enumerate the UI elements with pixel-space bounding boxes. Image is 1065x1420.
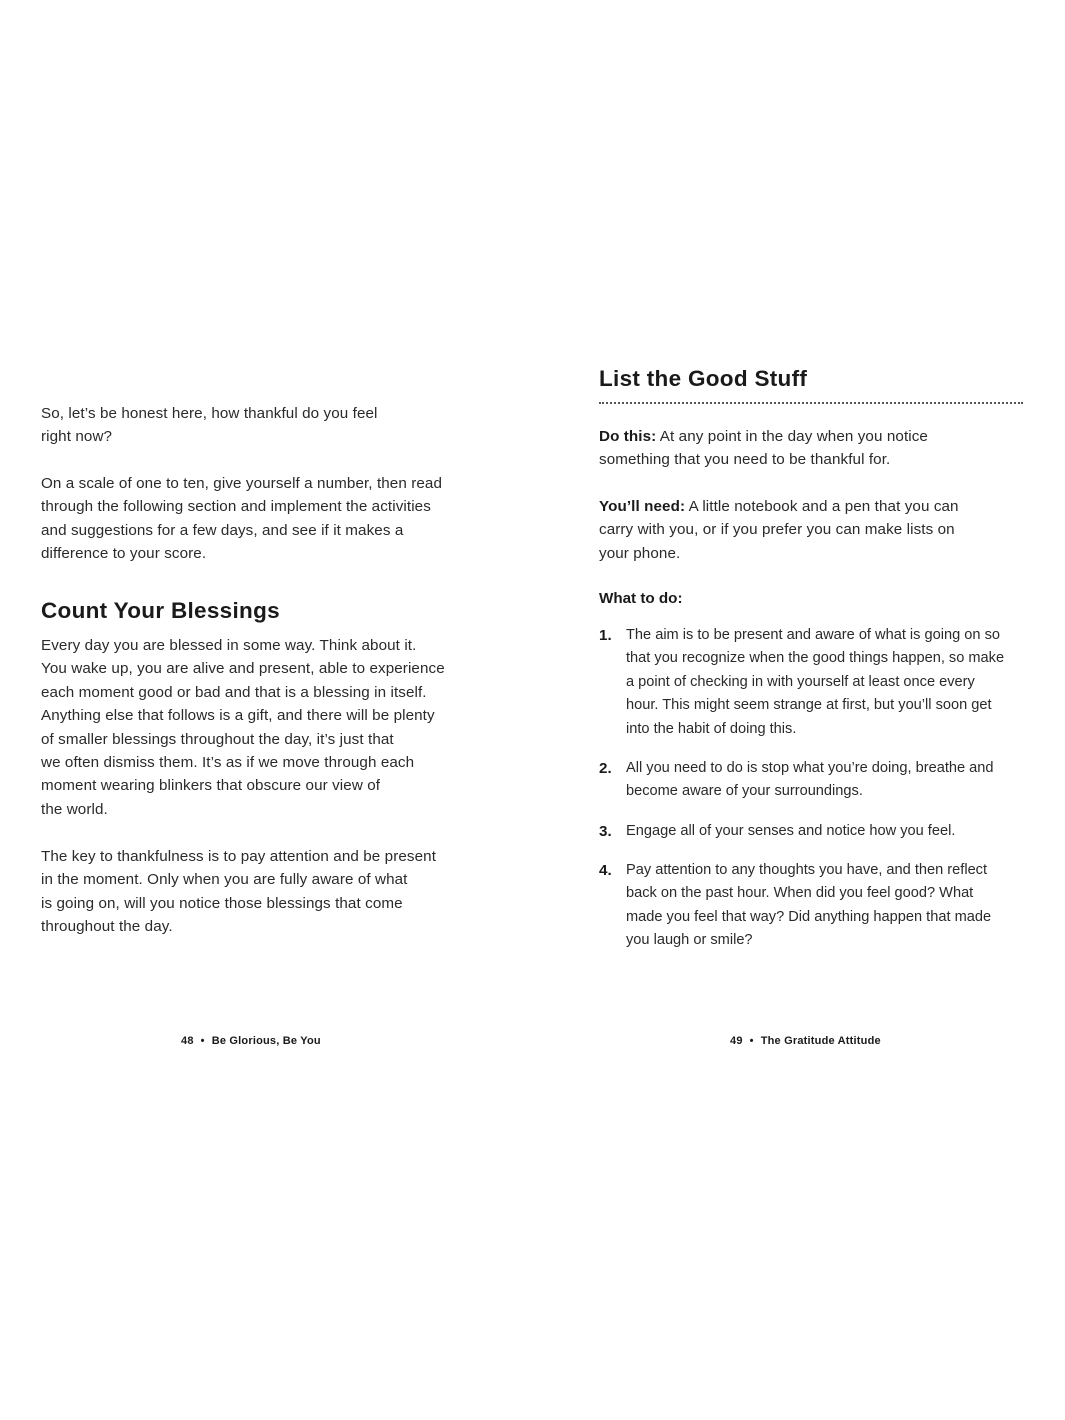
text-line: something that you need to be thankful for. <box>599 451 891 469</box>
text-line: become aware of your surroundings. <box>626 783 863 800</box>
text-line: of smaller blessings throughout the day, it’s just that <box>41 730 394 748</box>
page-footer-left <box>181 1035 321 1047</box>
text-line: difference to your score. <box>41 545 207 563</box>
left-page <box>0 0 532 1420</box>
step-text <box>626 820 955 843</box>
do-this-text: At any point in the day when you notice <box>656 428 928 445</box>
text-line: that you recognize when the good things happen, so make <box>626 650 1005 667</box>
text-line: we often dismiss them. It’s as if we move through each <box>41 754 415 772</box>
text-line: hour. This might seem strange at first, but you’ll soon get <box>626 697 992 714</box>
text-line: moment wearing blinkers that obscure our view of <box>41 777 381 795</box>
text-line: So, let’s be honest here, how thankful do you feel <box>41 405 378 422</box>
intro-paragraph-2 <box>41 472 442 566</box>
text-line: You wake up, you are alive and present, able to experience <box>41 660 445 678</box>
text-line: your phone. <box>599 544 681 562</box>
text-line: Engage all of your senses and notice how you feel. <box>626 823 956 839</box>
running-title: Be Glorious, Be You <box>211 1035 321 1047</box>
intro-paragraph-1 <box>41 402 378 449</box>
step-number: 2. <box>599 760 612 777</box>
do-this-label: Do this: <box>599 428 657 445</box>
do-this-paragraph <box>599 425 928 472</box>
text-line: All you need to do is stop what you’re doing, breathe and <box>626 760 994 776</box>
text-line: in the moment. Only when you are fully aware of what <box>41 871 408 889</box>
what-to-do-subheading: What to do: <box>599 590 683 607</box>
text-line: carry with you, or if you prefer you can make lists on <box>599 521 955 539</box>
section-heading-list-good-stuff: List the Good Stuff <box>599 366 808 391</box>
footer-separator: • <box>749 1035 754 1047</box>
text-line: you laugh or smile? <box>626 932 753 949</box>
step-number: 4. <box>599 862 612 879</box>
text-line: Pay attention to any thoughts you have, and then reflect <box>626 862 988 878</box>
blessings-paragraph-1 <box>41 634 445 821</box>
text-line: a point of checking in with yourself at least once every <box>626 673 975 690</box>
text-line: throughout the day. <box>41 918 173 936</box>
running-title: The Gratitude Attitude <box>760 1035 881 1047</box>
page-number: 49 <box>730 1035 743 1047</box>
text-line: is going on, will you notice those blessings that come <box>41 894 403 912</box>
text-line: each moment good or bad and that is a blessing in itself. <box>41 683 427 701</box>
step-text <box>626 859 991 953</box>
text-line: The aim is to be present and aware of what is going on so <box>626 627 1000 643</box>
text-line: made you feel that way? Did anything happen that made <box>626 908 992 925</box>
text-line: the world. <box>41 800 108 818</box>
youll-need-label: You’ll need: <box>599 498 686 515</box>
text-line <box>599 425 928 448</box>
text-line: Every day you are blessed in some way. Think about it. <box>41 637 417 654</box>
page-number: 48 <box>181 1035 194 1047</box>
footer-separator: • <box>200 1035 205 1047</box>
step-text <box>626 624 1004 741</box>
youll-need-paragraph <box>599 495 959 565</box>
text-line: Anything else that follows is a gift, and there will be plenty <box>41 707 435 725</box>
text-line <box>599 495 959 518</box>
text-line: back on the past hour. When did you feel good? What <box>626 885 974 902</box>
text-line: through the following section and implement the activities <box>41 498 431 516</box>
page-footer-right <box>730 1035 881 1047</box>
text-line: and suggestions for a few days, and see if it makes a <box>41 521 404 539</box>
step-text <box>626 757 994 804</box>
youll-need-text: A little notebook and a pen that you can <box>685 498 959 515</box>
step-number: 3. <box>599 823 612 840</box>
text-line: The key to thankfulness is to pay attention and be present <box>41 848 437 865</box>
step-number: 1. <box>599 627 612 644</box>
text-line: On a scale of one to ten, give yourself a number, then read <box>41 475 443 492</box>
blessings-paragraph-2 <box>41 845 436 939</box>
text-line: right now? <box>41 428 113 446</box>
heading-divider <box>599 402 1023 404</box>
section-heading-count-blessings: Count Your Blessings <box>41 598 280 623</box>
right-page <box>533 0 1065 1420</box>
text-line: into the habit of doing this. <box>626 720 797 737</box>
